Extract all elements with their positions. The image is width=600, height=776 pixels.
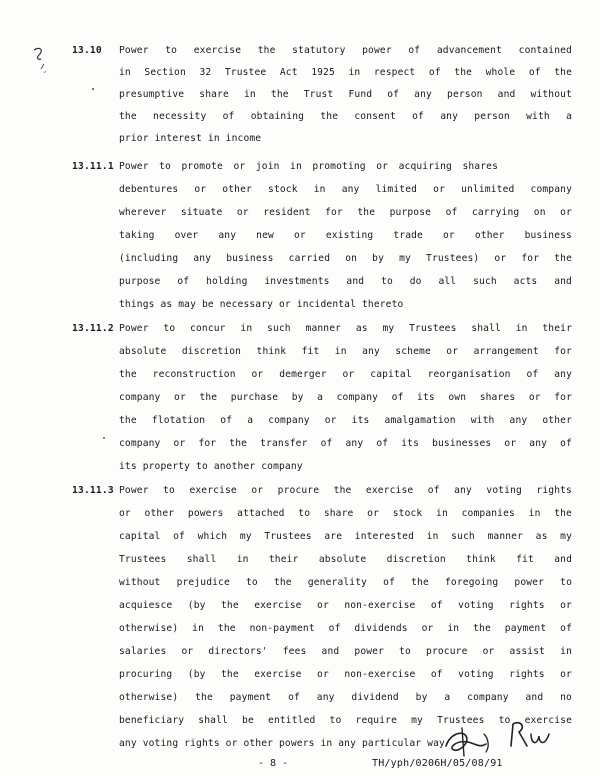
- signature-scribble: [440, 722, 500, 760]
- clause-number: 13.11.1: [72, 161, 114, 172]
- clause-line: presumptive share in the Trust Fund of any person and without: [119, 89, 572, 100]
- clause-line: Power to exercise or procure the exercise of any voting rights: [119, 485, 572, 496]
- clause-line: or other powers attached to share or stock in companies in the: [119, 508, 572, 519]
- clause-line: in Section 32 Trustee Act 1925 in respect of the whole of the: [119, 67, 572, 78]
- clause-line: company or the purchase by a company of its own shares or for: [119, 392, 572, 403]
- margin-speck: [103, 437, 105, 439]
- clause-line: its property to another company: [119, 461, 303, 472]
- clause-line: capital of which my Trustees are interested in such manner as my: [119, 531, 572, 542]
- clause-line: things as may be necessary or incidental thereto: [119, 299, 404, 310]
- clause-number: 13.11.2: [72, 323, 114, 334]
- clause-line: salaries or directors' fees and power to procure or assist in: [119, 646, 572, 657]
- margin-annotation-mark: [30, 44, 56, 84]
- clause-line: the flotation of a company or its amalgamation with any other: [119, 415, 572, 426]
- clause-line: company or for the transfer of any of its businesses or any of: [119, 438, 572, 449]
- clause-line: Trustees shall in their absolute discretion think fit and: [119, 554, 572, 565]
- clause-line: any voting rights or other powers in any particular way: [119, 738, 445, 749]
- clause-line: purpose of holding investments and to do all such acts and: [119, 276, 572, 287]
- clause-line: beneficiary shall be entitled to require my Trustees to exercise: [119, 715, 572, 726]
- initials-mark: [505, 718, 555, 754]
- clause-line: taking over any new or existing trade or other business: [119, 230, 572, 241]
- clause-line: Power to concur in such manner as my Trustees shall in their: [119, 323, 572, 334]
- clause-number: 13.11.3: [72, 485, 114, 496]
- clause-line: Power to promote or join in promoting or acquiring shares: [119, 161, 498, 172]
- margin-speck: [92, 88, 94, 90]
- document-reference: TH/yph/0206H/05/08/91: [372, 758, 503, 769]
- page-number: - 8 -: [258, 758, 289, 769]
- clause-line: wherever situate or resident for the purpose of carrying on or: [119, 207, 572, 218]
- clause-number: 13.10: [72, 45, 102, 56]
- clause-line: without prejudice to the generality of the foregoing power to: [119, 577, 572, 588]
- clause-line: prior interest in income: [119, 133, 262, 144]
- clause-line: otherwise) in the non-payment of dividends or in the payment of: [119, 623, 572, 634]
- clause-line: the necessity of obtaining the consent of any person with a: [119, 111, 572, 122]
- clause-line: (including any business carried on by my Trustees) or for the: [119, 253, 572, 264]
- clause-line: the reconstruction or demerger or capital reorganisation of any: [119, 369, 572, 380]
- clause-line: debentures or other stock in any limited or unlimited company: [119, 184, 572, 195]
- clause-line: absolute discretion think fit in any scheme or arrangement for: [119, 346, 572, 357]
- clause-line: Power to exercise the statutory power of advancement contained: [119, 45, 572, 56]
- clause-line: acquiesce (by the exercise or non-exercise of voting rights or: [119, 600, 572, 611]
- clause-line: procuring (by the exercise or non-exercise of voting rights or: [119, 669, 572, 680]
- clause-line: otherwise) the payment of any dividend by a company and no: [119, 692, 572, 703]
